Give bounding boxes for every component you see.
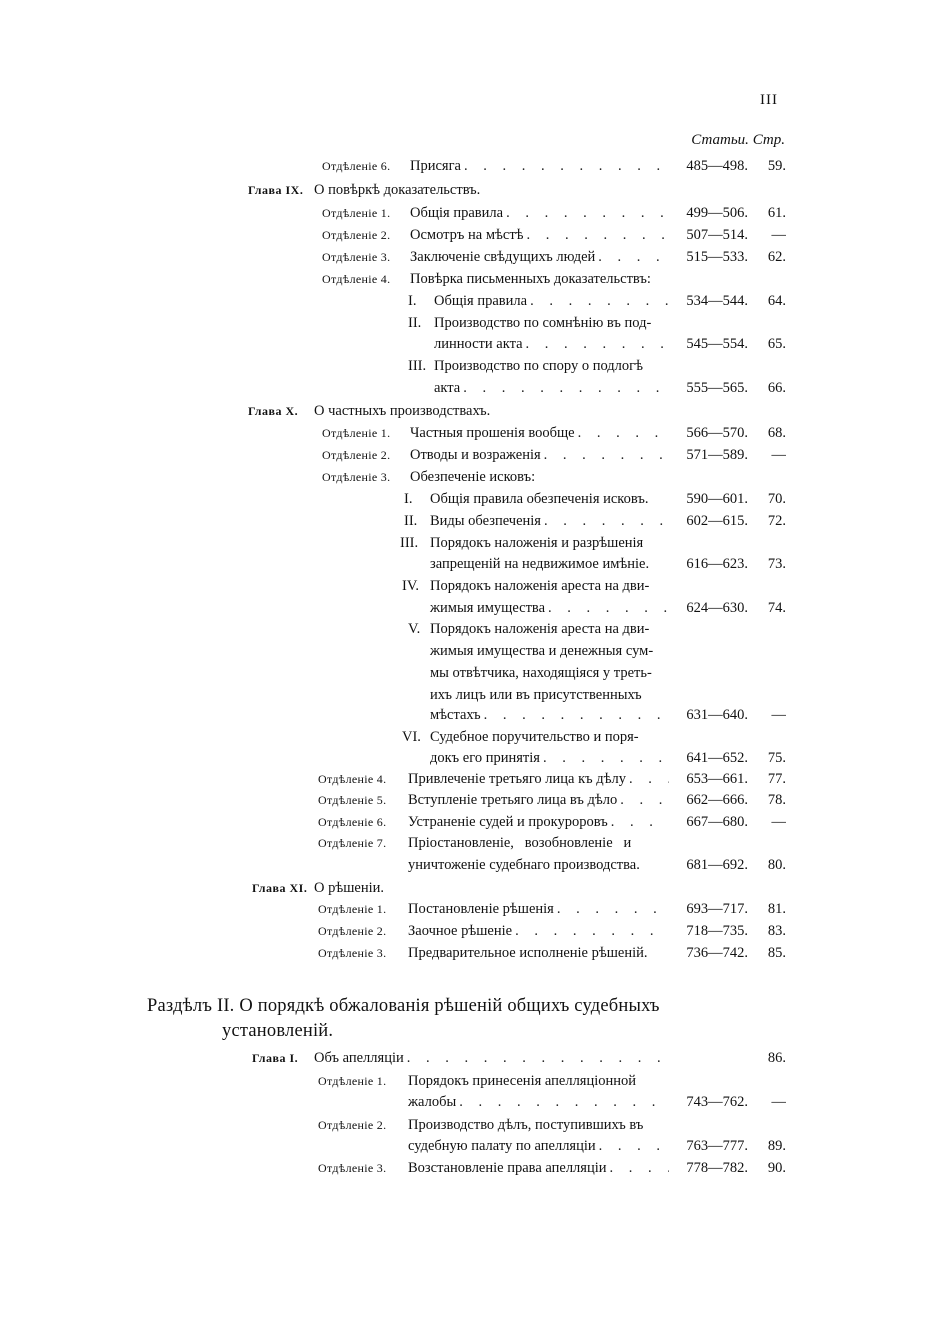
entry-title: Постановленіе рѣшенія: [408, 901, 554, 917]
entry-articles: 515—533.: [686, 249, 748, 265]
entry-label: II.: [408, 315, 422, 331]
section-label: Раздѣлъ II.: [147, 996, 235, 1016]
entry-label: Отдѣленіе 3.: [322, 250, 391, 264]
entry-articles: 507—514.: [686, 227, 748, 243]
entry-title: Порядокъ наложенія и разрѣшенія: [430, 535, 644, 551]
entry-label: Глава I.: [252, 1051, 299, 1065]
leader-dots: [578, 425, 669, 442]
entry-title: уничтоженіе судебнаго производства.: [408, 857, 640, 873]
entry-page: 90.: [767, 1160, 786, 1176]
entry-title: мы отвѣтчика, находящіяся у треть-: [430, 665, 652, 681]
toc-entry: [322, 271, 786, 293]
leader-dots: [599, 1138, 669, 1155]
toc-entry: [318, 923, 786, 945]
entry-label: VI.: [402, 729, 421, 745]
entry-articles: 718—735.: [686, 923, 748, 939]
leader-dots: [620, 792, 669, 809]
section-title-line1: О порядкѣ обжалованія рѣшеній общихъ судебныхъ: [239, 996, 660, 1016]
entry-articles: 653—661.: [686, 771, 748, 787]
entry-articles: 499—506.: [686, 205, 748, 221]
entry-label: Отдѣленіе 2.: [322, 228, 391, 242]
toc-entry: [408, 336, 786, 358]
entry-title: жимыя имущества: [430, 600, 546, 616]
toc-entry: [318, 1117, 786, 1139]
entry-articles: 743—762.: [686, 1094, 748, 1110]
entry-page: 74.: [767, 600, 786, 616]
leader-dots: [611, 814, 669, 831]
toc-entry: [252, 880, 786, 902]
entry-title: Возстановленіе права апелляціи: [408, 1160, 607, 1176]
entry-page: 86.: [767, 1050, 786, 1066]
entry-title: Предварительное исполненіе рѣшеній.: [408, 945, 648, 961]
entry-label: Отдѣленіе 6.: [318, 815, 387, 829]
toc-entry: [318, 792, 786, 814]
entry-label: Отдѣленіе 7.: [318, 836, 387, 850]
toc-entry: [408, 293, 786, 315]
leader-dots: [548, 600, 669, 617]
entry-label: V.: [408, 621, 421, 637]
entry-page: 65.: [767, 336, 786, 352]
toc-entry: [408, 380, 786, 402]
entry-page: —: [771, 814, 786, 830]
entry-page: 66.: [767, 380, 786, 396]
leader-dots: [610, 1160, 669, 1177]
entry-articles: 763—777.: [686, 1138, 748, 1154]
toc-entry: [318, 1094, 786, 1116]
entry-page: —: [771, 227, 786, 243]
toc-entry: [318, 1073, 786, 1095]
toc-entry: [402, 729, 786, 751]
entry-title: жимыя имущества и денежныя сум-: [430, 643, 654, 659]
entry-label: Отдѣленіе 1.: [318, 1074, 387, 1088]
entry-title: Повѣрка письменныхъ доказательствъ:: [410, 271, 651, 287]
entry-title: Осмотръ на мѣстѣ: [410, 227, 524, 243]
entry-label: IV.: [402, 578, 420, 594]
entry-articles: 566—570.: [686, 425, 748, 441]
toc-entry: [318, 814, 786, 836]
entry-articles: 667—680.: [686, 814, 748, 830]
entry-title: Судебное поручительство и поря-: [430, 729, 639, 745]
entry-title: Пріостановленіе, возобновленіе и: [408, 835, 632, 851]
toc-entry: [252, 1050, 786, 1072]
entry-label: Отдѣленіе 6.: [322, 159, 391, 173]
entry-articles: 681—692.: [686, 857, 748, 873]
toc-entry: [322, 469, 786, 491]
toc-entry: [408, 621, 786, 643]
entry-title: Частныя прошенія вообще: [410, 425, 575, 441]
entry-title: судебную палату по апелляціи: [408, 1138, 596, 1154]
entry-label: Отдѣленіе 2.: [322, 448, 391, 462]
toc-entry: [318, 1138, 786, 1160]
entry-page: 81.: [767, 901, 786, 917]
toc-entry: [404, 513, 786, 535]
leader-dots: [526, 336, 669, 353]
entry-articles: 641—652.: [686, 750, 748, 766]
entry-articles: 616—623.: [686, 556, 748, 572]
entry-articles: 693—717.: [686, 901, 748, 917]
entry-title: докъ его принятія: [430, 750, 540, 766]
toc-entry: [402, 578, 786, 600]
entry-title: Общія правила обезпеченія исковъ.: [430, 491, 649, 507]
leader-dots: [557, 901, 669, 918]
entry-page: 68.: [767, 425, 786, 441]
entry-label: III.: [408, 358, 427, 374]
entry-title: акта: [434, 380, 461, 396]
toc-entry: [408, 315, 786, 337]
entry-title: Производство дѣлъ, поступившихъ въ: [408, 1117, 644, 1133]
toc-entry: [402, 600, 786, 622]
entry-articles: 555—565.: [686, 380, 748, 396]
entry-label: I.: [408, 293, 417, 309]
entry-articles: 571—589.: [686, 447, 748, 463]
entry-page: —: [771, 707, 786, 723]
entry-articles: 736—742.: [686, 945, 748, 961]
entry-title: ихъ лицъ или въ присутственныхъ: [430, 687, 642, 703]
leader-dots: [407, 1050, 669, 1067]
toc-entry: [318, 901, 786, 923]
toc-entry: [248, 182, 786, 204]
entry-page: 73.: [767, 556, 786, 572]
entry-articles: 631—640.: [686, 707, 748, 723]
toc-entry: [408, 687, 786, 709]
toc-entry: [408, 707, 786, 729]
page-number: III: [760, 92, 778, 108]
entry-articles: 624—630.: [686, 600, 748, 616]
entry-title: О повѣркѣ доказательствъ.: [314, 182, 481, 198]
entry-articles: 778—782.: [686, 1160, 748, 1176]
entry-page: 59.: [767, 158, 786, 174]
entry-page: 80.: [767, 857, 786, 873]
leader-dots: [484, 707, 669, 724]
toc-entry: [408, 643, 786, 665]
leader-dots: [543, 750, 669, 767]
toc-entry: [322, 425, 786, 447]
entry-label: Отдѣленіе 1.: [322, 426, 391, 440]
entry-page: 77.: [767, 771, 786, 787]
toc-entry: [318, 771, 786, 793]
toc-entry: [322, 205, 786, 227]
entry-title: Привлеченіе третьяго лица къ дѣлу: [408, 771, 627, 787]
toc-entry: [318, 945, 786, 967]
entry-page: 62.: [767, 249, 786, 265]
entry-page: 75.: [767, 750, 786, 766]
entry-label: Глава IX.: [248, 183, 304, 197]
entry-title: жалобы: [408, 1094, 457, 1110]
entry-label: Отдѣленіе 3.: [322, 470, 391, 484]
entry-title: линности акта: [434, 336, 523, 352]
section-heading: [147, 996, 660, 1017]
entry-label: Отдѣленіе 4.: [322, 272, 391, 286]
leader-dots: [515, 923, 669, 940]
section-heading-cont: [222, 1021, 333, 1042]
entry-title: Общія правила: [434, 293, 528, 309]
entry-title: мѣстахъ: [430, 707, 481, 723]
entry-articles: 602—615.: [686, 513, 748, 529]
leader-dots: [530, 293, 669, 310]
toc-entry: [322, 227, 786, 249]
entry-title: Заключеніе свѣдущихъ людей: [410, 249, 596, 265]
entry-title: Порядокъ наложенія ареста на дви-: [430, 578, 650, 594]
entry-title: запрещеній на недвижимое имѣніе.: [430, 556, 650, 572]
leader-dots: [527, 227, 669, 244]
leader-dots: [459, 1094, 669, 1111]
entry-title: Присяга: [410, 158, 461, 174]
entry-page: 72.: [767, 513, 786, 529]
entry-page: 61.: [767, 205, 786, 221]
entry-title: Отводы и возраженія: [410, 447, 541, 463]
entry-label: Отдѣленіе 1.: [318, 902, 387, 916]
entry-title: О частныхъ производствахъ.: [314, 403, 491, 419]
leader-dots: [464, 158, 669, 175]
entry-title: Устраненіе судей и прокуроровъ: [408, 814, 608, 830]
entry-label: Отдѣленіе 1.: [322, 206, 391, 220]
toc-entry: [408, 358, 786, 380]
entry-title: Вступленіе третьяго лица въ дѣло: [408, 792, 618, 808]
toc-entry: [400, 556, 786, 578]
entry-label: Отдѣленіе 3.: [318, 946, 387, 960]
entry-label: II.: [404, 513, 418, 529]
entry-articles: 485—498.: [686, 158, 748, 174]
leader-dots: [544, 447, 669, 464]
toc-entry: [322, 447, 786, 469]
entry-label: Отдѣленіе 3.: [318, 1161, 387, 1175]
toc-entry: [402, 750, 786, 772]
articles-header: Статьи.: [691, 132, 749, 148]
entry-title: Порядокъ принесенія апелляціонной: [408, 1073, 637, 1089]
entry-page: —: [771, 447, 786, 463]
leader-dots: [598, 249, 669, 266]
entry-title: Объ апелляціи: [314, 1050, 404, 1066]
leader-dots: [463, 380, 669, 397]
entry-articles: 534—544.: [686, 293, 748, 309]
entry-label: Глава XI.: [252, 881, 308, 895]
leader-dots: [544, 513, 669, 530]
toc-entry: [408, 665, 786, 687]
entry-page: —: [771, 1094, 786, 1110]
entry-page: 78.: [767, 792, 786, 808]
entry-title: Порядокъ наложенія ареста на дви-: [430, 621, 650, 637]
entry-title: О рѣшеніи.: [314, 880, 384, 896]
entry-label: III.: [400, 535, 419, 551]
column-header: [640, 132, 785, 149]
entry-label: Глава X.: [248, 404, 299, 418]
entry-title: Виды обезпеченія: [430, 513, 541, 529]
section-title-line2: установленій.: [222, 1021, 334, 1041]
entry-label: Отдѣленіе 2.: [318, 1118, 387, 1132]
toc-entry: [318, 835, 786, 857]
entry-articles: 590—601.: [686, 491, 748, 507]
entry-title: Обезпеченіе исковъ:: [410, 469, 536, 485]
entry-page: 89.: [767, 1138, 786, 1154]
entry-page: 64.: [767, 293, 786, 309]
entry-page: 70.: [767, 491, 786, 507]
pages-header: Стр.: [752, 132, 785, 148]
entry-label: Отдѣленіе 5.: [318, 793, 387, 807]
entry-label: Отдѣленіе 2.: [318, 924, 387, 938]
toc-entry: [322, 249, 786, 271]
toc-entry: [248, 403, 786, 425]
entry-title: Общія правила: [410, 205, 504, 221]
entry-articles: 662—666.: [686, 792, 748, 808]
leader-dots: [629, 771, 669, 788]
entry-label: I.: [404, 491, 413, 507]
leader-dots: [506, 205, 669, 222]
toc-entry: [318, 1160, 786, 1182]
entry-page: 83.: [767, 923, 786, 939]
entry-articles: 545—554.: [686, 336, 748, 352]
toc-entry: [322, 158, 786, 180]
entry-title: Производство по сомнѣнію въ под-: [434, 315, 652, 331]
entry-title: Заочное рѣшеніе: [408, 923, 513, 939]
toc-entry: [318, 857, 786, 879]
toc-entry: [400, 535, 786, 557]
toc-entry: [404, 491, 786, 513]
entry-label: Отдѣленіе 4.: [318, 772, 387, 786]
entry-title: Производство по спору о подлогѣ: [434, 358, 643, 374]
entry-page: 85.: [767, 945, 786, 961]
